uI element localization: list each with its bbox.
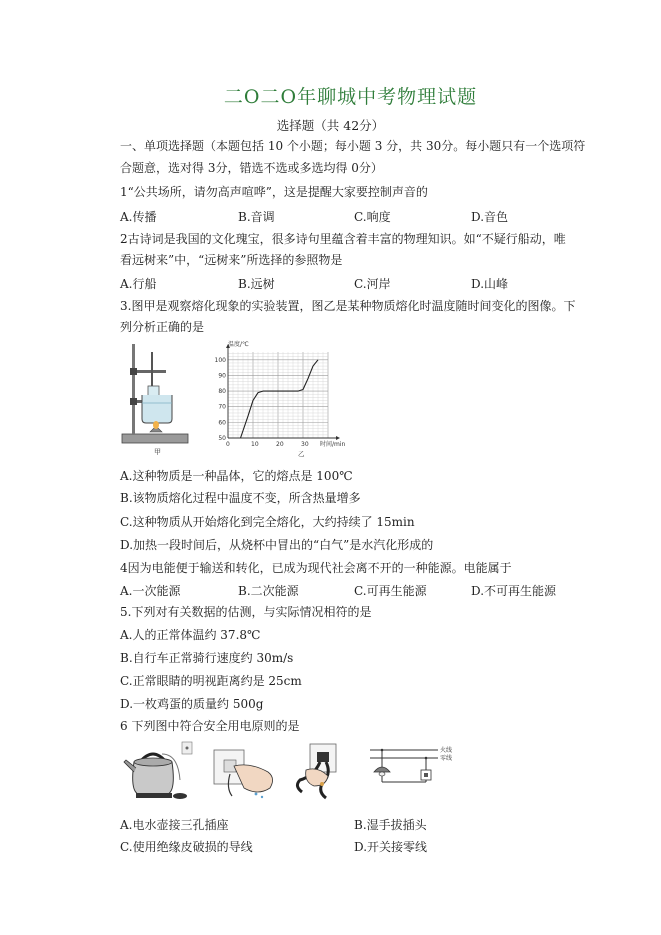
y-tick-label: 90 (218, 372, 226, 380)
melting-apparatus-figure (120, 340, 194, 458)
y-tick-label: 50 (218, 435, 226, 442)
x-tick-label: 20 (276, 441, 284, 448)
q1-stem: 1“公共场所，请勿高声喧哗”，这是提醒大家要控制声音的 (120, 185, 428, 199)
q2-stem-line1: 2古诗词是我国的文化瑰宝，很多诗句里蕴含着丰富的物理知识。如“不疑行船动，唯 (120, 232, 566, 246)
q4-option-c: C.可再生能源 (354, 584, 427, 598)
q1-option-d: D.音色 (471, 210, 509, 224)
electric-kettle-figure (120, 740, 200, 802)
y-tick-label: 70 (218, 403, 226, 411)
q2-option-c: C.河岸 (354, 277, 391, 291)
temperature-curve (241, 360, 319, 438)
chart-ticks (215, 357, 309, 448)
q4-option-b: B.二次能源 (238, 584, 299, 598)
q3-option-d: D.加热一段时间后，从烧杯中冒出的“白气”是水汽化形成的 (120, 538, 434, 552)
q1-option-b: B.音调 (238, 210, 275, 224)
wet-hand-plug-figure (210, 744, 282, 800)
q3-option-a: A.这种物质是一种晶体，它的熔点是 100℃ (120, 469, 353, 483)
q6-option-c: C.使用绝缘皮破损的导线 (120, 840, 253, 854)
chart-x-axis-label: 时间/min (320, 441, 345, 448)
chart-grid (228, 352, 328, 438)
q2-option-a: A.行船 (120, 277, 157, 291)
q1-option-a: A.传播 (120, 210, 157, 224)
section-subtitle: 选择题（共 42分） (276, 118, 385, 133)
q5-option-a: A.人的正常体温约 37.8℃ (120, 628, 261, 642)
q3-stem-line1: 3.图甲是观察熔化现象的实验装置，图乙是某种物质熔化时温度随时间变化的图像。下 (120, 299, 576, 313)
section-instructions-line2: 合题意，选对得 3分，错选不选或多选均得 0分） (120, 161, 383, 175)
live-wire-label: 火线 (440, 747, 453, 754)
y-tick-label: 60 (218, 419, 226, 427)
x-tick-label: 10 (251, 441, 259, 448)
q3-stem-line2: 列分析正确的是 (120, 320, 205, 334)
q2-option-d: D.山峰 (471, 277, 509, 291)
y-tick-label: 80 (218, 388, 226, 396)
x-tick-label: 30 (301, 441, 309, 448)
q6-option-b: B.湿手拔插头 (354, 818, 427, 832)
q3-option-c: C.这种物质从开始熔化到完全熔化，大约持续了 15min (120, 515, 415, 529)
q6-option-a: A.电水壶接三孔插座 (120, 818, 229, 832)
chart-series (241, 360, 319, 438)
q4-option-d: D.不可再生能源 (471, 584, 557, 598)
damaged-wire-figure (292, 740, 352, 802)
chart-y-axis-label: 温度/℃ (228, 341, 249, 348)
q6-stem: 6 下列图中符合安全用电原则的是 (120, 719, 300, 733)
section-instructions-line1: 一、单项选择题（本题包括 10 个小题；每小题 3 分，共 30分。每小题只有一个选项符 (120, 139, 586, 153)
q2-option-b: B.远树 (238, 277, 275, 291)
y-tick-label: 100 (214, 356, 226, 364)
figure-jia-caption: 甲 (154, 448, 161, 456)
q5-option-c: C.正常眼睛的明视距离约是 25cm (120, 674, 302, 688)
neutral-wire-label: 零线 (440, 755, 453, 762)
x-tick-label: 0 (226, 441, 230, 448)
switch-wiring-figure (366, 742, 466, 802)
q1-option-c: C.响度 (354, 210, 391, 224)
q5-stem: 5.下列对有关数据的估测，与实际情况相符的是 (120, 605, 372, 619)
x-axis-arrow (336, 436, 340, 440)
q5-option-b: B.自行车正常骑行速度约 30m/s (120, 651, 294, 665)
page-title: 二O二O年聊城中考物理试题 (223, 86, 478, 108)
q6-option-d: D.开关接零线 (354, 840, 428, 854)
q4-option-a: A.一次能源 (120, 584, 181, 598)
chart-caption: 乙 (298, 450, 305, 458)
melting-curve-chart (200, 338, 345, 460)
q3-option-b: B.该物质熔化过程中温度不变，所含热量增多 (120, 491, 361, 505)
q5-option-d: D.一枚鸡蛋的质量约 500g (120, 697, 264, 711)
q4-stem: 4因为电能便于输送和转化，已成为现代社会离不开的一种能源。电能属于 (120, 561, 512, 575)
q2-stem-line2: 看远树来”中，“远树来”所选择的参照物是 (120, 253, 343, 267)
